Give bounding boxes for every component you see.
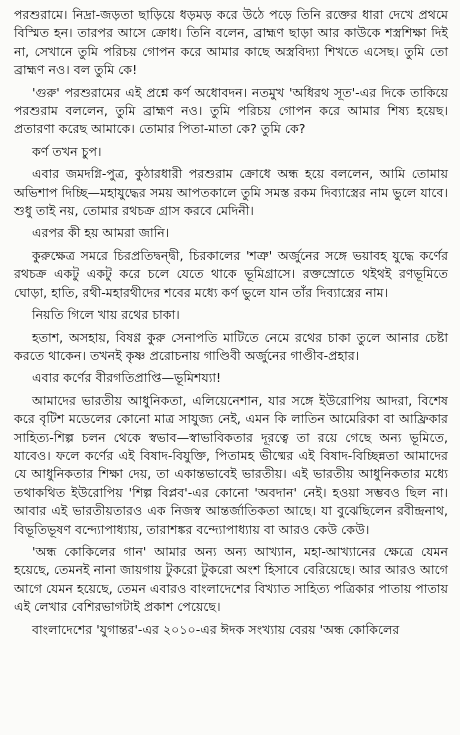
body-text — [14, 6, 448, 639]
paragraph-3: কর্ণ তখন চুপ। — [32, 143, 102, 159]
paragraph-5: এরপর কী হয় আমরা জানি। — [32, 225, 170, 241]
paragraph-4: এবার জমদগ্নি-পুত্র, কুঠারধারী পরশুরাম ক্রোধে অন্ধ হয়ে বললেন, আমি তোমায় অভিশাপ দিচ্ছি—মহাযুদ্ধের সময় আপতকালে তুমি সমস্ত রকম দিব্যাস্ত্রের নাম ভুলে যাবে। শুধু তাই নয়, তোমার রথচক্র গ্রাস করবে মেদিনী। — [14, 166, 448, 219]
paragraph-9: এবার কর্ণের বীরগতিপ্রাপ্তি—ভূমিশয্যা! — [32, 370, 222, 386]
paragraph-6: কুরুক্ষেত্র সমরে চিরপ্রতিদ্বন্দ্বী, চিরকালের 'শত্রু' অর্জুনের সঙ্গে ভয়াবহ যুদ্ধে কর্ণের রথচক্র একটু একটু করে চলে যেতে থাকে ভূমিগ্রাসে। রক্তস্রোতে থইথই রণভূমিতে ঘোড়া, হাতি, রথী-মহারথীদের শবের মধ্যে কর্ণ ভুলে যান তাঁর দিব্যাস্ত্রের নাম। — [14, 247, 448, 300]
paragraph-10: আমাদের ভারতীয় আধুনিকতা, এলিয়েনেশান, যার সঙ্গে ইউরোপিয় আদরা, বিশেষ করে বৃটিশ মডেলের কোনো মাত্র সাযুজ্য নেই, এমন কি লাতিন আমেরিকা বা আফ্রিকার সাহিত্য-শিল্প চলন থেকে স্বভাব—স্বাভাবিকতার দূরত্বে তা রয়ে গেছে অন্য ভূমিতে, যাবেও। ফলে কর্ণের এই বিষাদ-বিযুক্তি, পিতামহ ভীষ্মের এই বিষাদ-বিচ্ছিন্নতা আমাদের যে আধুনিকতার শিক্ষা দেয়, তা একান্তভাবেই ভারতীয়। এই ভারতীয় আধুনিকতার মধ্যে তথাকথিত ইউরোপিয় 'শিল্প বিপ্লব'-এর কোনো 'অবদান' নেই। হওয়া সম্ভবও ছিল না। আবার এই ভারতীয়তারও এক নিজস্ব আন্তর্জাতিকতা আছে। যা বুঝেছিলেন রবীন্দ্রনাথ, বিভূতিভূষণ বন্দ্যোপাধ্যায়, তারাশঙ্কর বন্দ্যোপাধ্যায় বা আরও কেউ কেউ। — [14, 392, 448, 537]
paragraph-8: হতাশ, অসহায়, বিষণ্ণ কুরু সেনাপতি মাটিতে নেমে রথের চাকা তুলে আনার চেষ্টা করতে থাকেন। তখনই কৃষ্ণ প্ররোচনায় গাণ্ডিবী অর্জুনের গাণ্ডীব-প্রহার। — [14, 329, 448, 363]
paragraph-7: নিয়তি গিলে খায় রথের চাকা। — [32, 307, 180, 323]
paragraph-2: 'গুরু' পরশুরামের এই প্রশ্নে কর্ণ অধোবদন। নতমুখ 'অধিরথ সূত'-এর দিকে তাকিয়ে পরশুরাম বললেন, তুমি ব্রাহ্মণ নও। তুমি পরিচয় গোপন করে আমার শিষ্য হয়েছ। প্রতারণা করেছ আমাকে। তোমার পিতা-মাতা কে? তুমি কে? — [14, 84, 448, 137]
paragraph-12: বাংলাদেশের 'যুগান্তর'-এর ২০১০-এর ঈদক সংখ্যায় বেরয় 'অন্ধ কোকিলের — [32, 621, 400, 637]
paragraph-11: 'অন্ধ কোকিলের গান' আমার অন্য অন্য আখ্যান, মহা-আখ্যানের ক্ষেত্রে যেমন হয়েছে, তেমনই নানা জায়গায় টুকরো টুকরো অংশ হিসাবে বেরিয়েছে। আর আরও আগে আগে যেমন হয়েছে, তেমন এবারও বাংলাদেশের বিখ্যাত সাহিত্য পত্রিকার পাতায় পাতায় এই লেখার বেশিরভাগটাই প্রকাশ পেয়েছে। — [14, 543, 448, 615]
paragraph-1: পরশুরামে। নিদ্রা-জড়তা ছাড়িয়ে ধড়মড় করে উঠে পড়ে তিনি রক্তের ধারা দেখে প্রথমে বিস্মিত হন। তারপর আসে ক্রোধ। তিনি বলেন, ব্রাহ্মণ ছাড়া আর কাউকে শস্ত্রশিক্ষা দিই না, সেখানে তুমি পরিচয় গোপন করে আমার কাছে অস্ত্রবিদ্যা শিখতে এসেছ। তুমি তো ব্রাহ্মণ নও। বল তুমি কে! — [14, 7, 448, 78]
